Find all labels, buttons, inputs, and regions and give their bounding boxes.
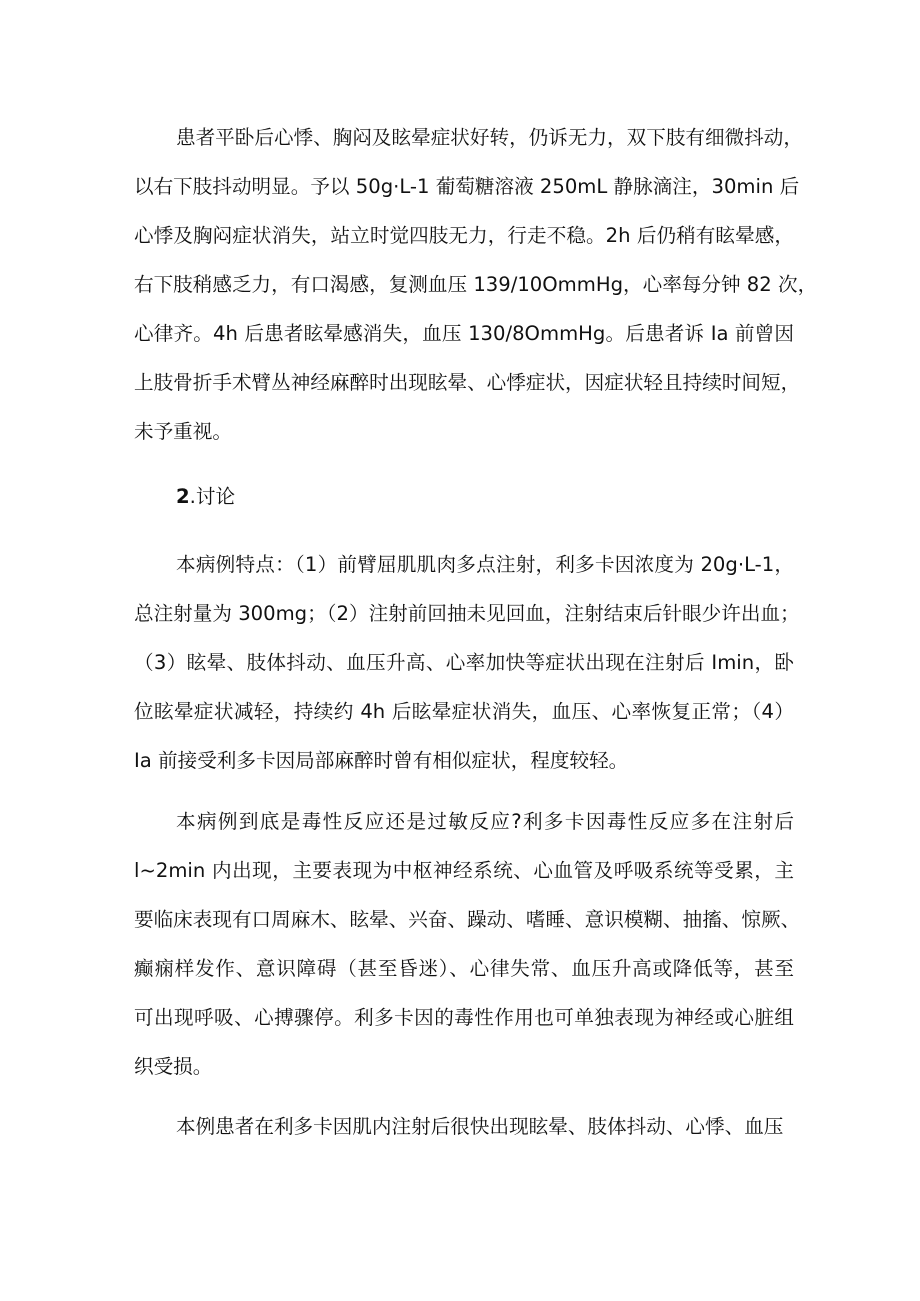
paragraph-line: l~2min 内出现，主要表现为中枢神经系统、心血管及呼吸系统等受累，主 (134, 859, 794, 882)
paragraph-line: 织受损。 (134, 1055, 213, 1078)
paragraph-line: 总注射量为 300mg；（2）注射前回抽未见回血，注射结束后针眼少许出血； (134, 602, 800, 625)
section-title: .讨论 (189, 485, 236, 508)
paragraph-line: 以右下肢抖动明显。予以 50g·L-1 葡萄糖溶液 250mL 静脉滴注，30min 后 (134, 175, 800, 198)
paragraph-1 (134, 113, 818, 456)
paragraph-4 (134, 1102, 794, 1151)
paragraph-line: 位眩晕症状减轻，持续约 4h 后眩晕症状消失，血压、心率恢复正常；（4） (134, 700, 794, 723)
paragraph-line: 本例患者在利多卡因肌内注射后很快出现眩晕、肢体抖动、心悸、血压 (176, 1115, 784, 1138)
paragraph-3 (134, 797, 801, 1091)
paragraph-line: 要临床表现有口周麻木、眩晕、兴奋、躁动、嗜睡、意识模糊、抽搐、惊厥、 (134, 908, 801, 931)
section-number: 2 (176, 485, 190, 508)
paragraph-2 (134, 540, 800, 785)
paragraph-line: 心悸及胸闷症状消失，站立时觉四肢无力，行走不稳。2h 后仍稍有眩晕感， (134, 224, 794, 247)
paragraph-line: 右下肢稍感乏力，有口渴感，复测血压 139/10OmmHg，心率每分钟 82 次， (134, 273, 818, 296)
paragraph-line: 未予重视。 (134, 420, 232, 443)
paragraph-line: 患者平卧后心悸、胸闷及眩晕症状好转，仍诉无力，双下肢有细微抖动， (176, 126, 803, 149)
paragraph-line: 上肢骨折手术臂丛神经麻醉时出现眩晕、心悸症状，因症状轻且持续时间短， (134, 371, 801, 394)
paragraph-line: Ia 前接受利多卡因局部麻醉时曾有相似症状，程度较轻。 (134, 749, 629, 772)
paragraph-line: 本病例特点：（1）前臂屈肌肌肉多点注射，利多卡因浓度为 20g·L-1， (176, 553, 794, 576)
paragraph-line: 本病例到底是毒性反应还是过敏反应?利多卡因毒性反应多在注射后 (176, 810, 794, 833)
paragraph-line: 可出现呼吸、心搏骤停。利多卡因的毒性作用也可单独表现为神经或心脏组 (134, 1006, 794, 1029)
paragraph-line: 心律齐。4h 后患者眩晕感消失，血压 130/8OmmHg。后患者诉 Ia 前曾因 (134, 322, 794, 345)
paragraph-line: （3）眩晕、肢体抖动、血压升高、心率加快等症状出现在注射后 Imin，卧 (134, 651, 794, 674)
paragraph-line: 癫痫样发作、意识障碍（甚至昏迷）、心律失常、血压升高或降低等，甚至 (134, 957, 794, 980)
section-heading (176, 472, 235, 521)
